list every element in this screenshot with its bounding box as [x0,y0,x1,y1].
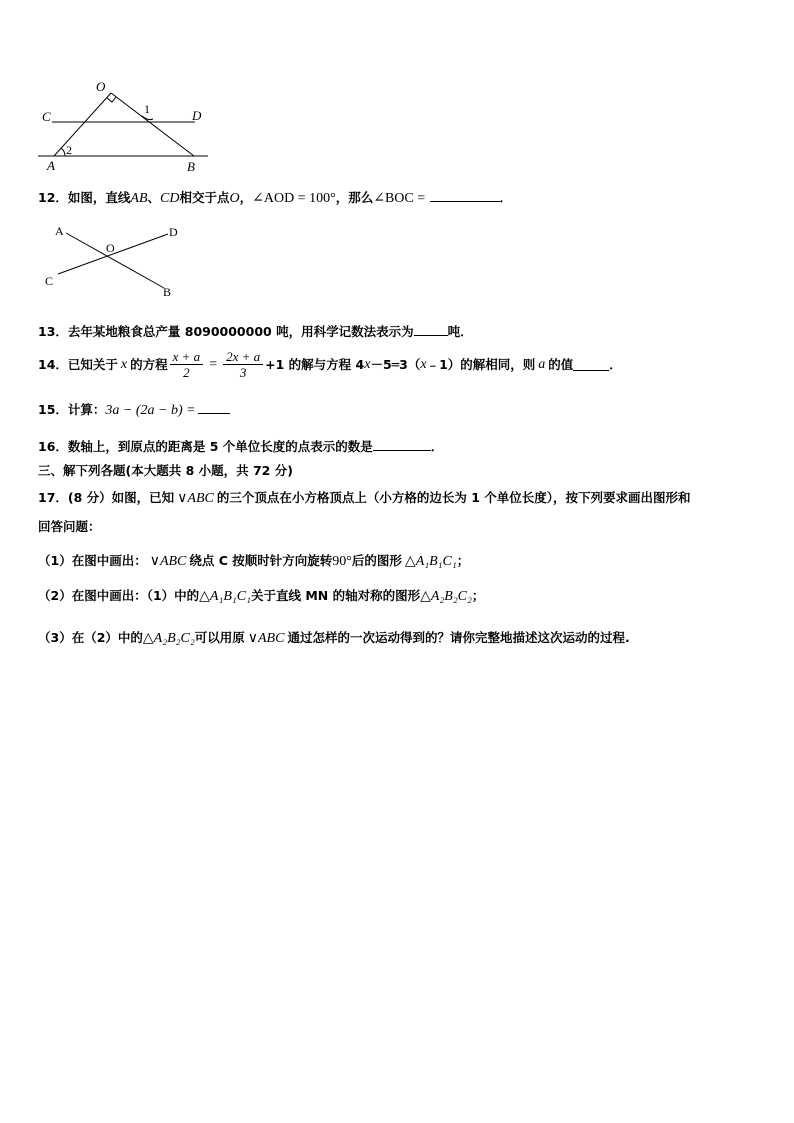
q17-part-2 [38,588,484,605]
q12-given: ∠AOD = 100° [252,191,336,206]
fig2-label-b: B [163,285,172,299]
q14-text-b: 的方程 [130,356,168,372]
q12-answer-blank[interactable] [430,189,500,202]
q14-text-d: ﹣1）的解相同，则 [426,356,536,372]
q12-comma: ， [239,190,253,205]
q14-text-a: 14．已知关于 [38,356,118,372]
q12-end: ． [499,190,513,205]
q17-p2-end: ； [471,588,485,603]
q17-p1-degree: 90° [332,554,352,569]
q17-p2-result: △A₂B₂C₂ [420,589,472,604]
q14-end: ． [609,356,622,372]
q12-cd: CD [160,191,180,206]
q12-text-a: 如图，直线 [67,190,131,205]
q13-end: 吨． [447,324,473,339]
line-oa [54,93,111,156]
question-15 [38,401,230,419]
q12-o: O [229,191,240,206]
q14-x: x [120,356,128,372]
q14-fraction-1 [170,349,204,380]
label-o: O [96,79,106,94]
q14-text-e: 的值 [548,356,574,372]
q12-ask: ∠BOC = [373,191,426,206]
question-17-line-1 [38,490,691,507]
q16-text: 16．数轴上，到原点的距离是 5 个单位长度的点表示的数是 [38,439,373,454]
q16-end: ． [430,439,444,454]
q14-x-2: x [364,356,371,372]
label-a: A [47,158,55,173]
q14-fraction-2 [223,349,263,380]
fig2-label-o: O [106,241,115,255]
question-16 [38,438,443,455]
figure-intersecting-lines [40,222,190,300]
q15-label: 15．计算： [38,402,106,417]
q17-p1-text-b: 绕点 C 按顺时针方向旋转 [189,553,333,568]
angle-2-arc [61,148,65,156]
fig2-label-d: D [169,225,178,239]
q12-text-c: ，那么 [335,190,374,205]
frac2-numerator: 2x + a [223,349,263,365]
q17-p2-text-b: 关于直线 MN 的轴对称的图形 [250,588,421,603]
frac1-numerator: x + a [170,349,204,365]
q16-answer-blank[interactable] [373,438,431,451]
q17-p2-text-a: （2）在图中画出：（1）中的 [38,588,200,603]
question-13 [38,323,473,340]
q13-answer-blank[interactable] [414,323,448,336]
q17-p1-text-c: 后的图形 [351,553,402,568]
q14-text-c: －5═3（ [370,356,421,372]
q13-text: 13．去年某地粮食总产量 8090000000 吨，用科学记数法表示为 [38,324,414,339]
question-17-line-2: 回答问题： [38,519,101,534]
q15-answer-blank[interactable] [198,401,230,414]
q17-p3-triangle: △A₂B₂C₂ [142,631,195,646]
q17-p2-triangle: △A₁B₁C₁ [199,589,251,604]
q17-part-1 [38,553,469,570]
frac1-denominator: 2 [183,365,190,380]
line-ob [111,93,194,156]
q12-text-b: 相交于点 [179,190,230,205]
q12-number: 12． [38,190,68,205]
q14-plus: +1 的解与方程 4 [265,356,365,372]
q17-p1-triangle: ∨ABC [149,554,187,569]
q17-p3-text-b: 可以用原 [194,630,245,645]
q14-answer-blank[interactable] [573,358,609,371]
q14-x-3: x [420,356,427,372]
right-angle-mark [107,97,116,102]
angle-1-label: 1 [144,102,150,116]
frac2-denominator: 3 [239,365,247,380]
angle-1-arc [142,116,153,120]
q17-p1-end: ； [456,553,470,568]
q17-p3-text-a: （3）在（2）中的 [38,630,143,645]
angle-2-label: 2 [66,143,72,157]
q17-p1-text-a: （1）在图中画出： [38,553,147,568]
q17-text-a: 17．(8 分）如图，已知 [38,490,175,505]
q17-p1-result: △A₁B₁C₁ [404,554,457,569]
q12-sep: 、 [147,190,161,205]
q17-p3-original: ∨ABC [247,631,285,646]
q17-triangle: ∨ABC [177,491,214,506]
question-12 [38,189,512,207]
fig2-label-a: A [55,224,64,238]
q17-part-3 [38,630,630,647]
q15-expression: 3a − (2a − b) = [105,403,196,418]
question-14 [38,349,622,380]
q14-equals: = [209,356,218,372]
label-b: B [187,159,195,174]
section-3-title: 三、解下列各题(本大题共 8 小题，共 72 分) [38,463,293,478]
q17-p3-text-c: 通过怎样的一次运动得到的？请你完整地描述这次运动的过程. [287,630,630,645]
q17-text-b: 的三个顶点在小方格顶点上（小方格的边长为 1 个单位长度），按下列要求画出图形和 [216,490,691,505]
q12-ab: AB [130,191,148,206]
label-c: C [42,109,51,124]
label-d: D [192,108,202,123]
q14-a: a [538,356,546,372]
figure-parallel-lines [30,75,220,175]
fig2-label-c: C [45,274,54,288]
